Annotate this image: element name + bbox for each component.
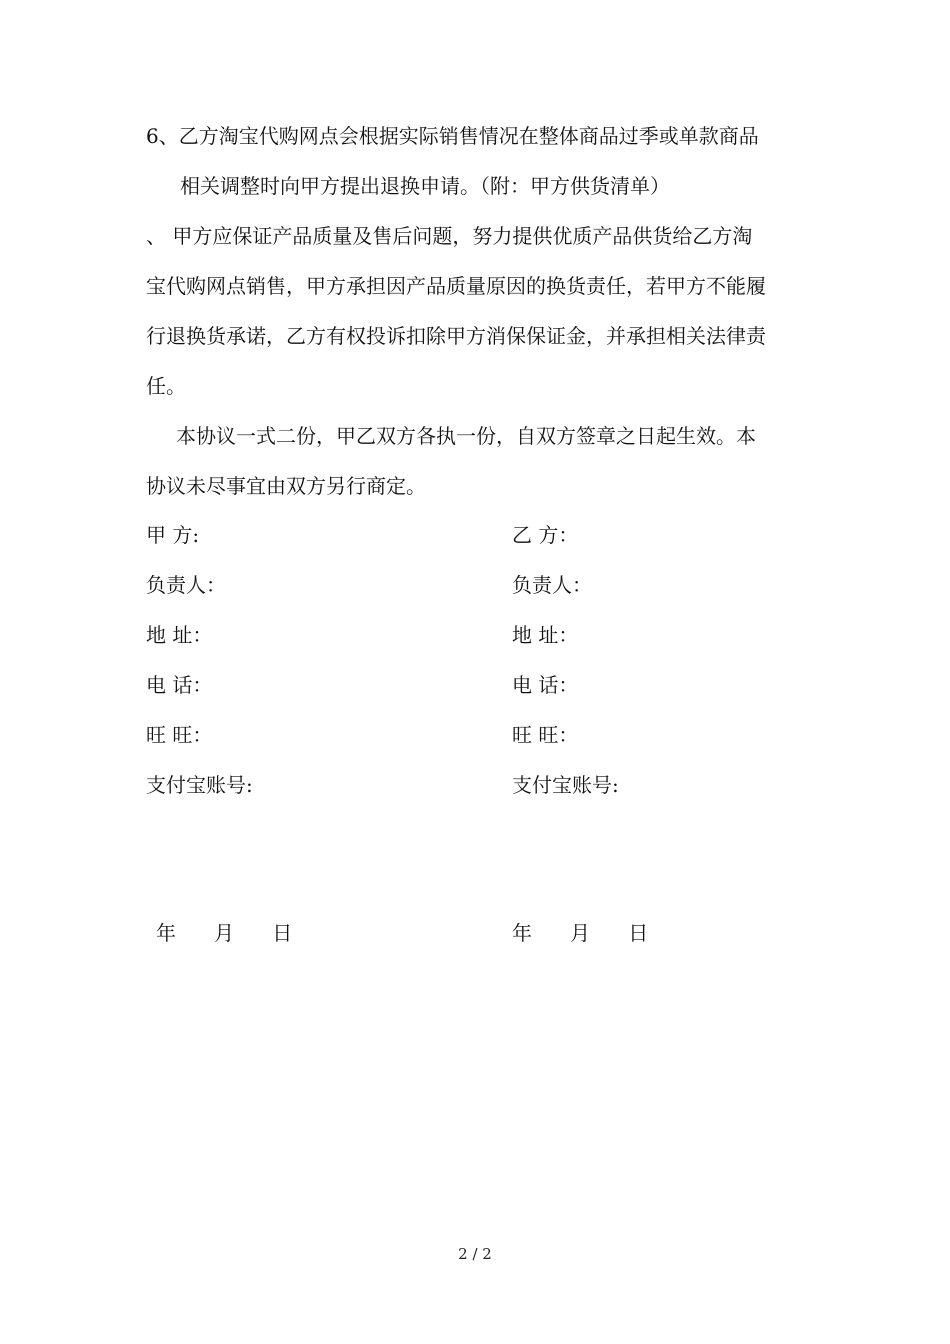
party-b-phone-label: 电 话： bbox=[512, 673, 579, 697]
party-b-date: 年 月 日 bbox=[512, 921, 649, 945]
party-b-address-label: 地 址： bbox=[512, 623, 579, 647]
validity-line-2: 协议未尽事宜由双方另行商定。 bbox=[146, 474, 426, 498]
clause-7-line-3: 行退换货承诺，乙方有权投诉扣除甲方消保保证金，并承担相关法律责 bbox=[146, 324, 766, 348]
party-a-phone-label: 电 话： bbox=[146, 673, 213, 697]
clause-6-line-1: 6、乙方淘宝代购网点会根据实际销售情况在整体商品过季或单款商品 bbox=[146, 124, 759, 148]
validity-line-1: 本协议一式二份，甲乙双方各执一份，自双方签章之日起生效。本 bbox=[176, 424, 756, 448]
party-a-address-label: 地 址： bbox=[146, 623, 213, 647]
party-a-person-label: 负责人： bbox=[146, 573, 226, 597]
clause-7-line-1: 、 甲方应保证产品质量及售后问题，努力提供优质产品供货给乙方淘 bbox=[146, 224, 753, 248]
party-a-label: 甲 方: bbox=[146, 523, 200, 547]
party-b-wangwang-label: 旺 旺： bbox=[512, 723, 579, 747]
party-a-date: 年 月 日 bbox=[156, 921, 293, 945]
clause-6-line-2: 相关调整时向甲方提出退换申请。（附：甲方供货清单） bbox=[180, 174, 670, 198]
party-b-person-label: 负责人： bbox=[512, 573, 592, 597]
party-a-wangwang-label: 旺 旺： bbox=[146, 723, 213, 747]
clause-7-line-2: 宝代购网点销售，甲方承担因产品质量原因的换货责任，若甲方不能履 bbox=[146, 274, 766, 298]
page-number: 2 / 2 bbox=[458, 1245, 492, 1263]
party-a-alipay-label: 支付宝账号: bbox=[146, 773, 253, 797]
clause-7-line-4: 任。 bbox=[146, 374, 186, 398]
party-b-alipay-label: 支付宝账号: bbox=[512, 773, 619, 797]
party-b-label: 乙 方： bbox=[512, 523, 579, 547]
